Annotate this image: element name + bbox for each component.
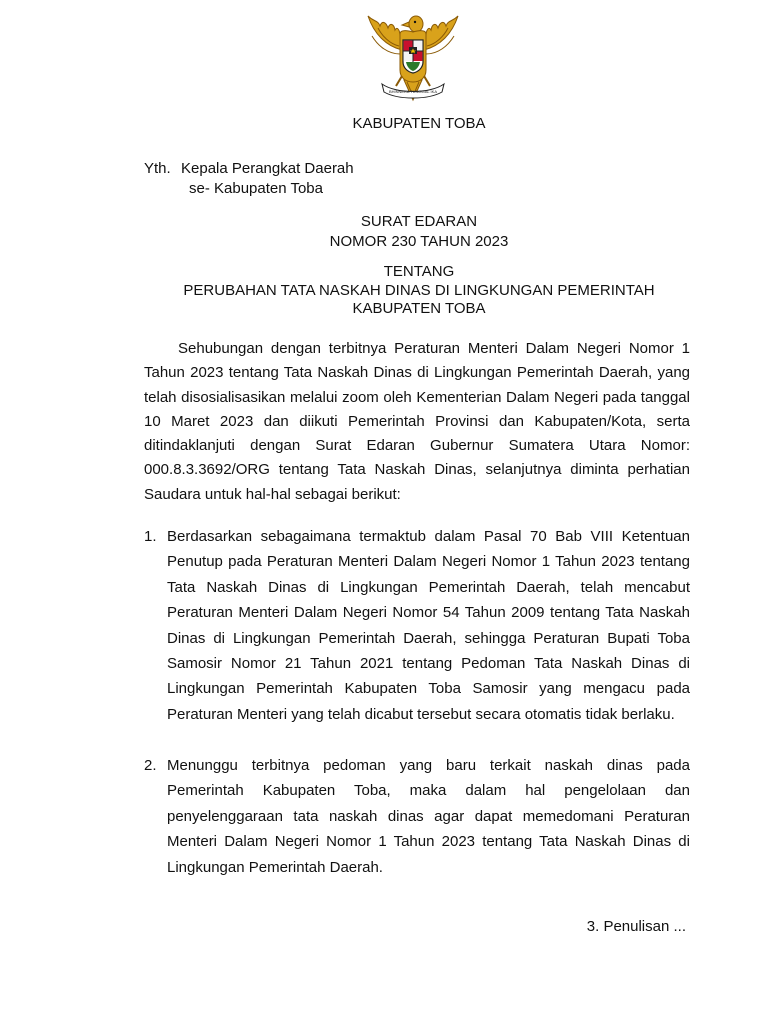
addressee-line-1: Kepala Perangkat Daerah	[181, 160, 354, 177]
list-item-text: Berdasarkan sebagaimana termaktub dalam Pasal 70 Bab VIII Ketentuan Penutup pada Peraturan Menteri Dalam Negeri Nomor 1 Tahun 2023 tentang Tata Naskah Dinas di Lingkungan Pemerintah Daerah, telah mencabut Peraturan Menteri Dalam Negeri Nomor 54 Tahun 2009 tentang Tata Naskah Dinas di Lingkungan Pemerintah Daerah, sehingga Peraturan Bupati Toba Samosir Nomor 21 Tahun 2021 tentang Pedoman Tata Naskah Dinas di Lingkungan Pemerintah Kabupaten Toba Samosir yang mengacu pada Peraturan Menteri yang telah dicabut tersebut secara otomatis tidak berlaku.	[167, 528, 690, 723]
subject-line-2: KABUPATEN TOBA	[352, 300, 486, 317]
intro-paragraph: Sehubungan dengan terbitnya Peraturan Menteri Dalam Negeri Nomor 1 Tahun 2023 tentang Tata Naskah Dinas di Lingkungan Pemerintah Daerah, yang telah disosialisasikan melalui zoom oleh Kementerian Dalam Negeri pada tanggal 10 Maret 2023 dan diikuti Pemerintah Provinsi dan Kabupaten/Kota, serta ditindaklanjuti dengan Surat Edaran Gubernur Sumatera Utara Nomor: 000.8.3.3692/ORG tentang Tata Naskah Dinas, selanjutnya diminta perhatian Saudara untuk hal-hal sebagai berikut:	[144, 340, 690, 503]
list-item-number: 2.	[144, 757, 157, 774]
document-number: NOMOR 230 TAHUN 2023	[329, 233, 509, 250]
about-label: TENTANG	[383, 263, 455, 280]
addressee-line-2: se- Kabupaten Toba	[189, 180, 323, 197]
document-type-title: SURAT EDARAN	[360, 213, 478, 230]
garuda-emblem-icon	[366, 10, 460, 106]
list-item-number: 1.	[144, 528, 157, 545]
svg-text:BHINNEKA TUNGGAL IKA: BHINNEKA TUNGGAL IKA	[388, 89, 438, 94]
continuation-note: 3. Penulisan ...	[586, 918, 686, 935]
subject-line-1: PERUBAHAN TATA NASKAH DINAS DI LINGKUNGAN PEMERINTAH	[183, 282, 655, 299]
regency-heading: KABUPATEN TOBA	[352, 115, 486, 132]
list-item-1	[144, 524, 690, 727]
list-item-2	[144, 753, 690, 880]
list-item-text: Menunggu terbitnya pedoman yang baru terkait naskah dinas pada Pemerintah Kabupaten Toba, maka dalam hal pengelolaan dan penyelenggaraan tata naskah dinas agar dapat memedomani Peraturan Menteri Dalam Negeri Nomor 1 Tahun 2023 tentang Tata Naskah Dinas di Lingkungan Pemerintah Daerah.	[167, 757, 690, 876]
salutation: Yth.	[144, 160, 171, 177]
